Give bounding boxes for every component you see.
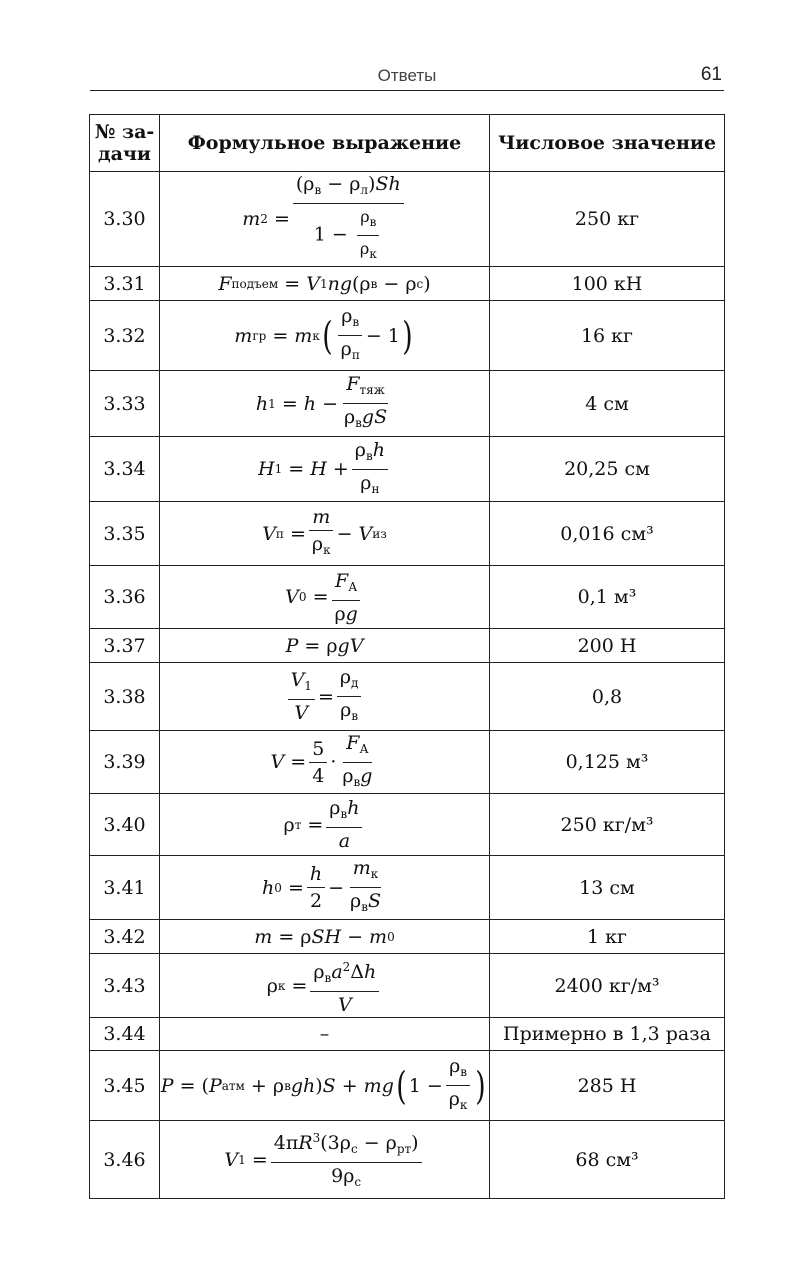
formula-cell: [160, 301, 490, 371]
formula-cell: [160, 629, 490, 663]
table-row: [90, 663, 725, 731]
answers-table: [89, 114, 725, 1199]
table-row: [90, 172, 725, 267]
page-header: [90, 64, 724, 91]
formula-cell: [160, 1121, 490, 1199]
header-problem-number: № за- дачи: [90, 115, 160, 172]
problem-number: 3.45: [90, 1051, 160, 1121]
problem-number: 3.39: [90, 731, 160, 794]
formula-cell: [160, 1051, 490, 1121]
table-row: [90, 1051, 725, 1121]
table-row: [90, 267, 725, 301]
formula: V 1 = $\frac{4\pi R^3(3\rho_с - \rho_{рт})}{9\rho_с}$: [224, 1127, 424, 1193]
table-row: [90, 731, 725, 794]
table-row: [90, 856, 725, 920]
formula: V п = $\frac{m}{\rho_к}$ − V из: [262, 506, 387, 557]
header-formula: Формульное выражение: [160, 115, 490, 172]
numeric-value: 20,25 см: [490, 437, 725, 502]
numeric-value: 250 кг/м³: [490, 794, 725, 856]
formula-cell: [160, 731, 490, 794]
table-row: [90, 1018, 725, 1051]
formula-cell: [160, 172, 490, 267]
problem-number: 3.36: [90, 566, 160, 629]
formula: ρ т = $\frac{\rho_вh}{a}$: [284, 797, 366, 852]
problem-number: 3.32: [90, 301, 160, 371]
formula: h 1 = h − $\frac{F_{тяж}}{\rho_вgS}$: [255, 373, 388, 430]
numeric-value: 1 кг: [490, 920, 725, 954]
formula-cell: –: [160, 1018, 490, 1051]
formula: h 0 = $\frac{h}{2}$ − $\frac{m_к}{\rho_вS}$: [262, 857, 381, 914]
formula-cell: [160, 794, 490, 856]
formula-cell: [160, 856, 490, 920]
problem-number: 3.33: [90, 371, 160, 437]
problem-number: 3.43: [90, 954, 160, 1018]
numeric-value: 0,8: [490, 663, 725, 731]
table-row: [90, 371, 725, 437]
formula: V 0 = $\frac{F_А}{\rho g}$: [285, 570, 364, 625]
formula: P = ( P атм + ρ в gh ) S + mg ( 1 − $\frac{\rho_в}{\rho_к}$ ): [160, 1055, 487, 1112]
table-row: [90, 1121, 725, 1199]
problem-number: 3.31: [90, 267, 160, 301]
numeric-value: 4 см: [490, 371, 725, 437]
problem-number: 3.34: [90, 437, 160, 502]
problem-number: 3.37: [90, 629, 160, 663]
table-row: [90, 629, 725, 663]
problem-number: 3.38: [90, 663, 160, 731]
formula: m гр = m к ( $\frac{\rho_в}{\rho_п}$ − 1 ): [234, 305, 413, 362]
numeric-value: Примерно в 1,3 раза: [490, 1018, 725, 1051]
formula: m = ρ SH − m 0: [254, 925, 395, 948]
numeric-value: 13 см: [490, 856, 725, 920]
problem-number: 3.44: [90, 1018, 160, 1051]
numeric-value: 16 кг: [490, 301, 725, 371]
numeric-value: 0,016 см³: [490, 502, 725, 566]
page-number: 61: [700, 64, 722, 85]
problem-number: 3.35: [90, 502, 160, 566]
running-title: Ответы: [377, 66, 437, 85]
formula-cell: [160, 371, 490, 437]
formula: V = $\frac{5}{4}$ · $\frac{F_А}{\rho_вg}$: [270, 731, 373, 789]
numeric-value: 285 Н: [490, 1051, 725, 1121]
numeric-value: 250 кг: [490, 172, 725, 267]
problem-number: 3.30: [90, 172, 160, 267]
table-row: [90, 566, 725, 629]
problem-number: 3.40: [90, 794, 160, 856]
numeric-value: 0,1 м³: [490, 566, 725, 629]
formula-cell: [160, 267, 490, 301]
table-row: [90, 301, 725, 371]
header-value: Числовое значение: [490, 115, 725, 172]
table-row: [90, 794, 725, 856]
table-row: [90, 437, 725, 502]
formula: F подъем = V 1 ng (ρ в − ρ с ): [218, 272, 431, 295]
numeric-value: 100 кН: [490, 267, 725, 301]
table-header-row: [90, 115, 725, 172]
problem-number: 3.42: [90, 920, 160, 954]
numeric-value: 200 Н: [490, 629, 725, 663]
problem-number: 3.41: [90, 856, 160, 920]
problem-number: 3.46: [90, 1121, 160, 1199]
formula-cell: [160, 663, 490, 731]
formula: $\frac{V_1}{V}$ = $\frac{\rho_д}{\rho_в}$: [285, 666, 365, 727]
table-row: [90, 954, 725, 1018]
table-row: [90, 920, 725, 954]
numeric-value: 68 см³: [490, 1121, 725, 1199]
formula: H 1 = H + $\frac{\rho_вh}{\rho_н}$: [258, 439, 391, 500]
formula-cell: [160, 502, 490, 566]
formula-cell: [160, 437, 490, 502]
formula-cell: [160, 566, 490, 629]
formula: m 2 = $(\rho_в - \rho_л)Sh$ 1 − $\frac{\rho_в}{\rho_к}$: [242, 173, 406, 265]
formula: ρ к = $\frac{\rho_вa^2\Delta h}{V}$: [267, 956, 383, 1016]
formula: P = ρ gV: [285, 634, 364, 657]
numeric-value: 0,125 м³: [490, 731, 725, 794]
numeric-value: 2400 кг/м³: [490, 954, 725, 1018]
formula-cell: [160, 920, 490, 954]
formula-cell: [160, 954, 490, 1018]
table-row: [90, 502, 725, 566]
